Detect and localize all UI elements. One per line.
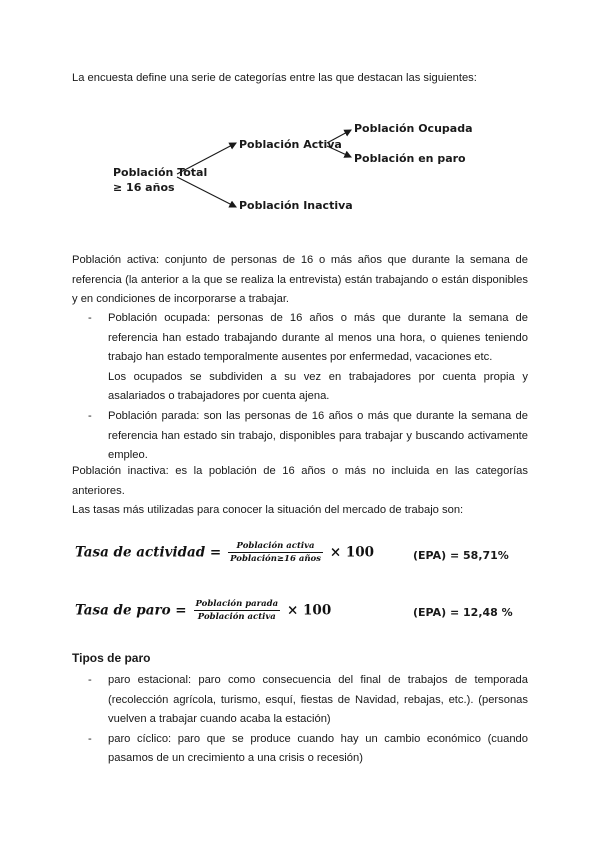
tipos-de-paro-heading: Tipos de paro <box>72 651 151 665</box>
formula-tasa-actividad <box>75 541 374 564</box>
list-item-estacional <box>88 671 528 730</box>
formula-multiplier: × 100 <box>287 602 332 619</box>
population-diagram <box>105 115 485 220</box>
formula-tasa-paro <box>75 599 331 622</box>
list-item-parada <box>88 407 528 466</box>
epa-actividad-value: (EPA) = 58,71% <box>413 549 509 562</box>
list-item-ciclico <box>88 730 528 769</box>
list-item-ocupada <box>88 309 528 407</box>
list-item-text: Población parada: son las personas de 16 años o más que durante la semana de referencia han estado sin trabajo, disponibles para trabajar y buscando activamente empleo. <box>108 409 528 462</box>
formula-denominator: Población activa <box>197 612 276 622</box>
formula-lhs: Tasa de paro = <box>75 602 187 619</box>
label-poblacion-en-paro: Población en paro <box>354 152 466 165</box>
list-dash: - <box>88 409 92 422</box>
label-poblacion-inactiva: Población Inactiva <box>239 199 353 212</box>
list-dash: - <box>88 674 92 686</box>
tipos-list <box>88 671 528 769</box>
intro-paragraph: La encuesta define una serie de categorías entre las que destacan las siguientes: <box>72 72 477 84</box>
inactiva-definition: Población inactiva: es la población de 16 años o más no incluida en las categorías anteriores. <box>72 465 528 497</box>
list-dash: - <box>88 312 92 324</box>
label-poblacion-ocupada: Población Ocupada <box>354 122 473 135</box>
arrow-to-inactiva <box>177 177 236 207</box>
epa-paro-value: (EPA) = 12,48 % <box>413 606 513 619</box>
categories-list <box>88 309 528 466</box>
label-poblacion-total: Población Total <box>113 166 208 179</box>
formula-fraction <box>228 541 323 564</box>
formula-numerator: Población activa <box>228 541 323 553</box>
label-poblacion-activa: Población Activa <box>239 138 342 151</box>
formula-lhs: Tasa de actividad = <box>75 544 222 561</box>
formula-multiplier: × 100 <box>329 544 375 561</box>
list-item-extra: Los ocupados se subdividen a su vez en trabajadores por cuenta propia y asalariados o trabajadores por cuenta ajena. <box>108 370 528 403</box>
label-total-age: ≥ 16 años <box>113 181 175 194</box>
formula-fraction <box>194 599 281 622</box>
list-item-text: paro cíclico: paro que se produce cuando hay un cambio económico (cuando pasamos de un crecimiento a una crisis o recesión) <box>108 732 528 765</box>
tasas-intro: Las tasas más utilizadas para conocer la situación del mercado de trabajo son: <box>72 504 464 516</box>
formula-denominator: Población≥16 años <box>230 554 321 564</box>
list-item-text: Población ocupada: personas de 16 años o más que durante la semana de referencia han estado trabajando durante al menos una hora, o quienes teniendo trabajo han estado temporalmente ausentes por enfermedad, vacaciones etc. <box>108 312 528 364</box>
activa-definition: Población activa: conjunto de personas de 16 o más años que durante la semana de referencia (la anterior a la que se realiza la entrevista) están trabajando o están disponibles y en condiciones de incorporarse a trabajar. <box>72 254 528 306</box>
list-dash: - <box>88 732 92 745</box>
list-item-text: paro estacional: paro como consecuencia del final de trabajos de temporada (recolección agrícola, turismo, esquí, fiestas de Navidad, rebajas, etc.). (personas vuelven a trabajar cuando acaba la estación) <box>108 674 528 726</box>
formula-numerator: Población parada <box>195 599 279 609</box>
